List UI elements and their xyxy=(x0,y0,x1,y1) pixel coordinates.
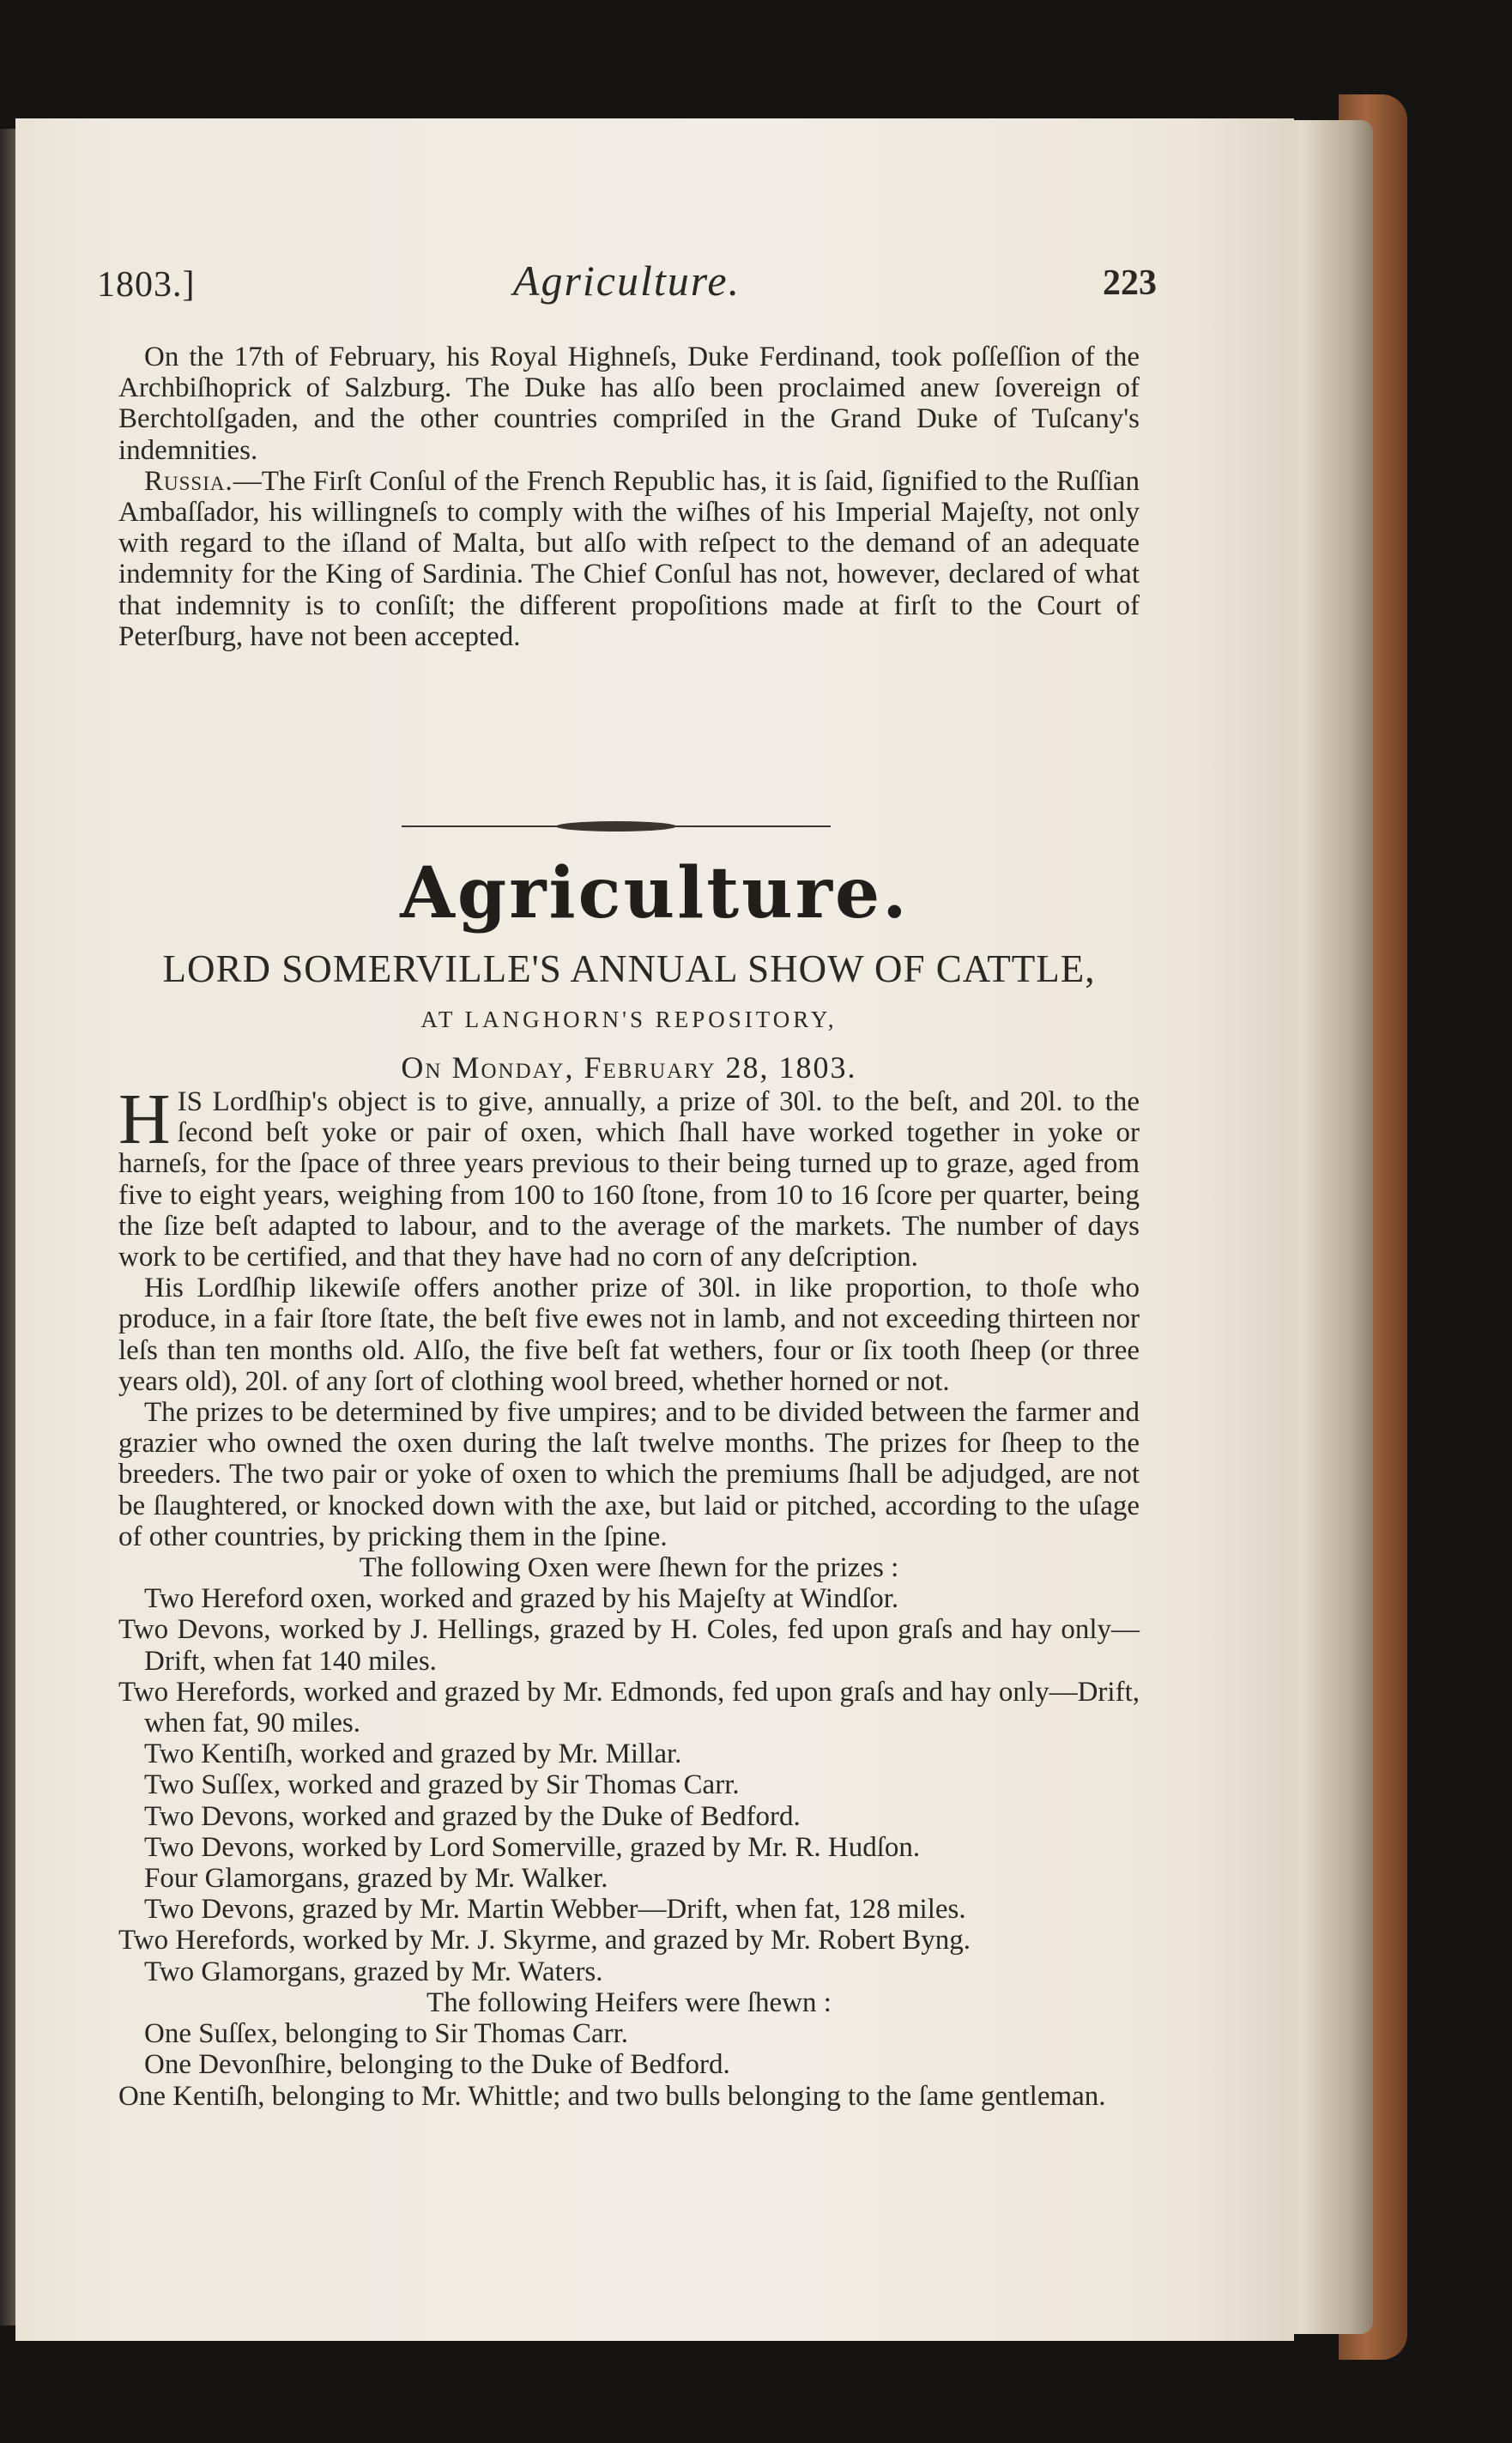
russia-label: Russia. xyxy=(144,465,233,497)
page-stack-edge xyxy=(1283,120,1373,2334)
running-head-year: 1803.] xyxy=(97,265,196,305)
oxen-entry: Two Devons, grazed by Mr. Martin Webber—Drift, when fat, 128 miles. xyxy=(144,1894,966,1926)
drop-cap: H xyxy=(118,1079,171,1159)
russia-paragraph xyxy=(118,466,1140,652)
article-body xyxy=(118,1079,1140,2112)
page-number: 223 xyxy=(1103,263,1157,303)
oxen-entry: Two Devons, worked by Lord Somerville, grazed by Mr. R. Hudſon. xyxy=(144,1831,921,1863)
section-divider xyxy=(402,818,831,835)
heifer-entry: One Kentiſh, belonging to Mr. Whittle; and two bulls belonging to the ſame gentleman. xyxy=(118,2080,1106,2112)
paragraph-prize-sheep: His Lordſhip likewiſe offers another prize of 30l. in like proportion, to thoſe who produce, in a fair ſtore ſtate, the beſt five ewes not in lamb, and not exceeding thirteen nor leſs than ten months old. Alſo, the five beſt fat wethers, four or ſix tooth ſheep (or three years old), 20l. of any ſort of clothing wool breed, whether horned or not. xyxy=(118,1273,1140,1397)
intro-paragraph-salzburg: On the 17th of February, his Royal Highneſs, Duke Ferdinand, took poſſeſſion of the Archbiſhoprick of Salzburg. The Duke has alſo been proclaimed anew ſovereign of Berchtolſgaden, and the other countries compriſed in the Grand Duke of Tuſcany's indemnities. xyxy=(118,342,1140,466)
oxen-entry: Two Hereford oxen, worked and grazed by his Majeſty at Windſor. xyxy=(144,1583,899,1615)
left-page-edge xyxy=(0,129,15,2325)
oxen-entry: Four Glamorgans, grazed by Mr. Walker. xyxy=(144,1863,608,1895)
paragraph-umpires: The prizes to be determined by five umpires; and to be divided between the farmer and grazier who owned the oxen during the laſt twelve months. The prizes for ſheep to the breeders. The two pair or yoke of oxen to which the premiums ſhall be adjudged, are not be ſlaughtered, or knocked down with the axe, but laid or pitched, according to the uſage of other countries, by pricking them in the ſpine. xyxy=(118,1397,1140,1552)
heifer-entry: One Devonſhire, belonging to the Duke of Bedford. xyxy=(144,2049,730,2081)
oxen-entry: Two Herefords, worked by Mr. J. Skyrme, and grazed by Mr. Robert Byng. xyxy=(118,1925,971,1956)
book-page xyxy=(15,118,1294,2341)
oxen-entry: Two Devons, worked and grazed by the Duke of Bedford. xyxy=(144,1800,801,1832)
article-subhead: AT LANGHORN'S REPOSITORY, xyxy=(420,1007,838,1032)
divider-ornament xyxy=(556,821,676,831)
paragraph-prize-oxen-text: IS Lordſhip's object is to give, annually, a prize of 30l. to the beſt, and 20l. to the ſecond beſt yoke or pair of oxen, which ſhall have worked together in yoke or harneſs, for the ſpace of three years previous to their being turned up to graze, aged from five to eight years, weighing from 100 to 160 ſtone, from 10 to 16 ſcore per quarter, being the ſize beſt adapted to labour, and to the average of the markets. The number of days work to be certified, and that they have had no corn of any deſcription. xyxy=(118,1086,1140,1273)
heifers-heading: The following Heifers were ſhewn : xyxy=(426,1986,832,2018)
oxen-entry: Two Kentiſh, worked and grazed by Mr. Millar. xyxy=(144,1739,682,1770)
russia-text: —The Firſt Conſul of the French Republic has, it is ſaid, ſignified to the Ruſſian Ambaſſador, his willingneſs to comply with the wiſhes of his Imperial Majeſty, not only with regard to the iſland of Malta, but alſo with reſpect to the demand of an adequate indemnity for the King of Sardinia. The Chief Conſul has not, however, declared of what that indemnity is to conſiſt; the different propoſitions made at firſt to the Court of Peterſburg, have not been accepted. xyxy=(118,465,1140,652)
running-head xyxy=(97,256,1157,316)
section-title: Agriculture. xyxy=(400,852,910,934)
running-head-title: Agriculture. xyxy=(512,257,741,305)
oxen-entry: Two Devons, worked by J. Hellings, grazed by H. Coles, fed upon graſs and hay only—Drift, when fat 140 miles. xyxy=(118,1614,1140,1677)
oxen-entry: Two Glamorgans, grazed by Mr. Waters. xyxy=(144,1956,603,1987)
oxen-heading: The following Oxen were ſhewn for the prizes : xyxy=(359,1552,899,1584)
oxen-entry: Two Herefords, worked and grazed by Mr. Edmonds, fed upon graſs and hay only—Drift, when fat, 90 miles. xyxy=(118,1676,1140,1739)
heifer-entry: One Suſſex, belonging to Sir Thomas Carr. xyxy=(144,2018,629,2050)
article-headline: LORD SOMERVILLE'S ANNUAL SHOW OF CATTLE, xyxy=(162,947,1096,990)
intro-text xyxy=(118,342,1140,652)
article-dateline: On Monday, February 28, 1803. xyxy=(401,1050,857,1085)
paragraph-prize-oxen xyxy=(118,1079,1140,1273)
oxen-entry: Two Suſſex, worked and grazed by Sir Thomas Carr. xyxy=(144,1769,740,1801)
